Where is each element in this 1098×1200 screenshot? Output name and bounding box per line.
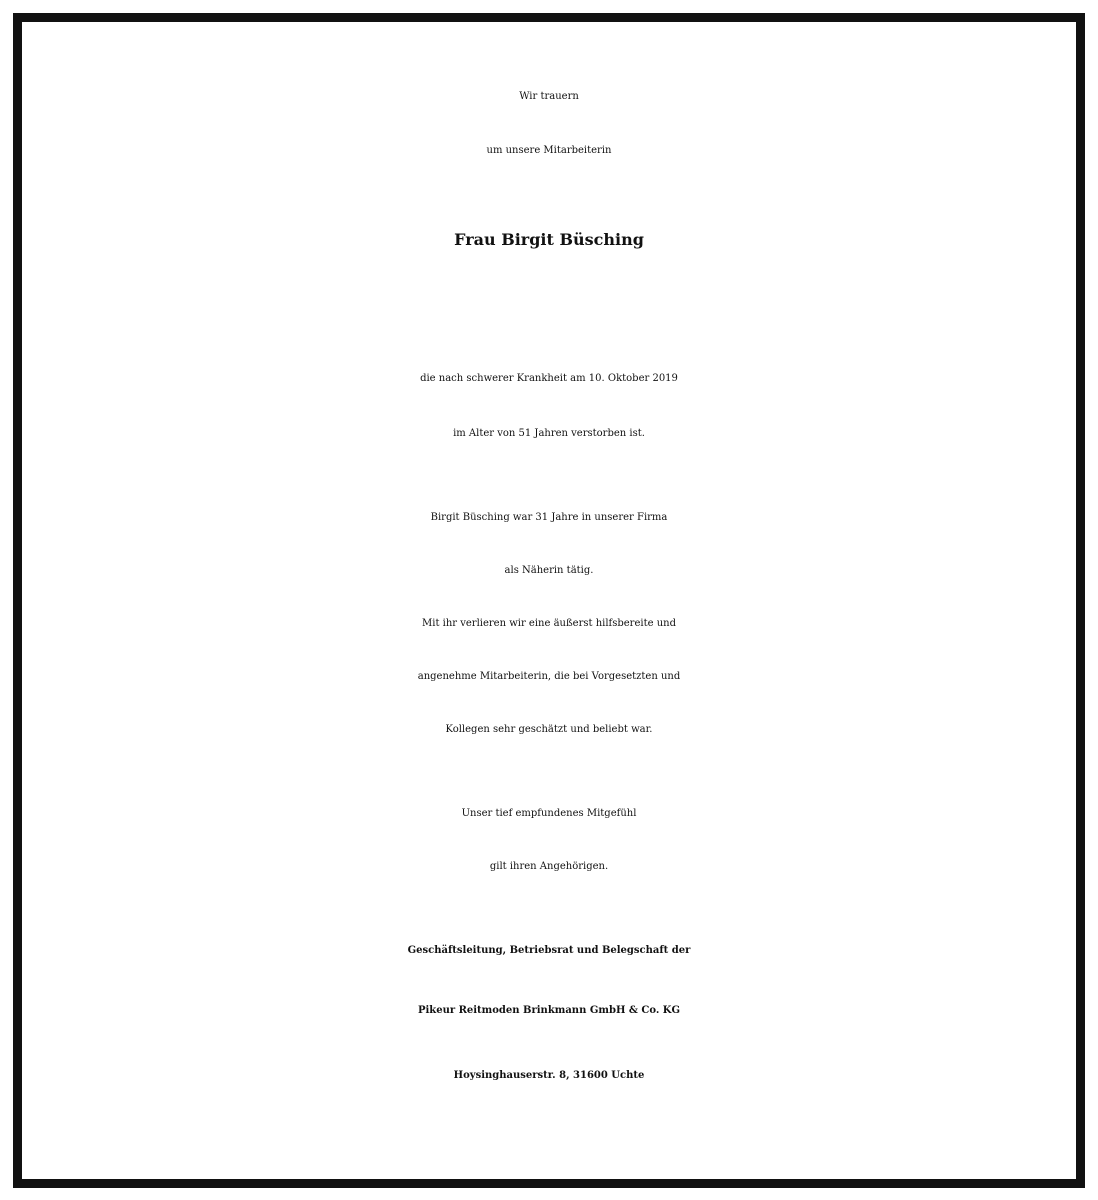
intro-line-2: um unsere Mitarbeiterin	[486, 145, 612, 156]
death-notice-line-2: im Alter von 51 Jahren verstorben ist.	[453, 428, 645, 439]
obituary-frame	[13, 13, 1085, 1188]
condolence-line-2: gilt ihren Angehörigen.	[489, 861, 609, 872]
tribute-line-4: angenehme Mitarbeiterin, die bei Vorgesetzten und	[417, 671, 681, 682]
tribute-line-5: Kollegen sehr geschätzt und beliebt war.	[445, 724, 653, 735]
death-notice-line-1: die nach schwerer Krankheit am 10. Oktober 2019	[420, 373, 678, 384]
tribute-line-2: als Näherin tätig.	[504, 565, 594, 576]
tribute-line-1: Birgit Büsching war 31 Jahre in unserer Firma	[430, 512, 668, 523]
condolence-line-1: Unser tief empfundenes Mitgefühl	[461, 808, 637, 819]
signature-line-1: Geschäftsleitung, Betriebsrat und Belegschaft der	[407, 945, 691, 956]
signature-address: Hoysinghauserstr. 8, 31600 Uchte	[453, 1070, 645, 1081]
intro-line-1: Wir trauern	[519, 91, 579, 102]
tribute-line-3: Mit ihr verlieren wir eine äußerst hilfsbereite und	[422, 618, 676, 629]
signature-line-2: Pikeur Reitmoden Brinkmann GmbH & Co. KG	[417, 1005, 681, 1016]
deceased-name: Frau Birgit Büsching	[454, 230, 644, 249]
